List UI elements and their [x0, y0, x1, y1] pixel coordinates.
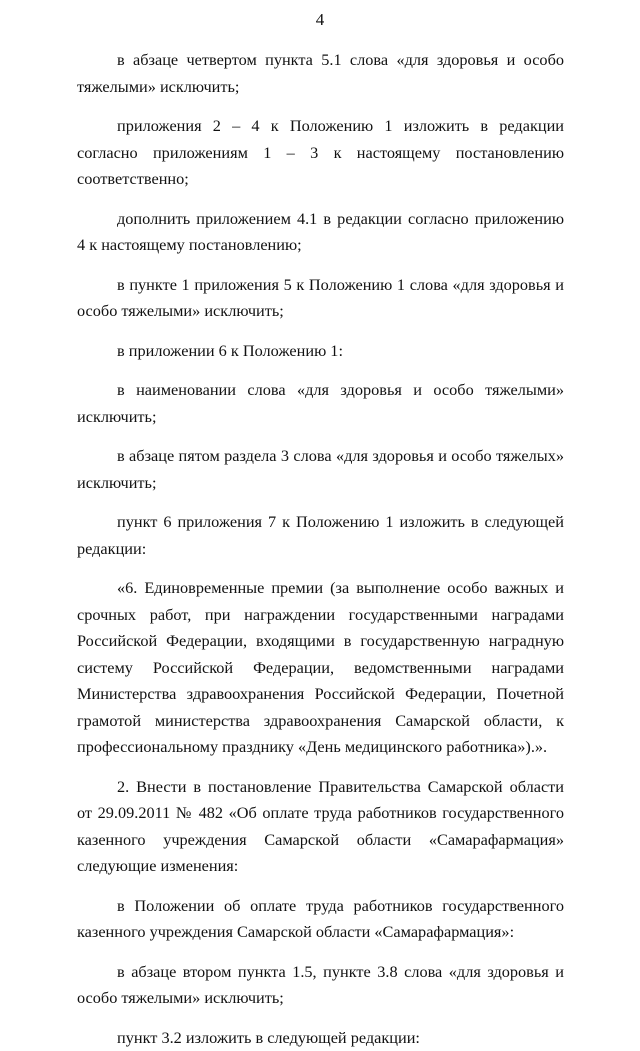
paragraph-4: в пункте 1 приложения 5 к Положению 1 слова «для здоровья и особо тяжелыми» исключить; [77, 272, 564, 325]
document-body [77, 47, 564, 1051]
paragraph-11: в Положении об оплате труда работников государственного казенного учреждения Самарской области «Самарафармация»: [77, 893, 564, 946]
paragraph-9: «6. Единовременные премии (за выполнение особо важных и срочных работ, при награждении государственными наградами Российской Федерации, входящими в государственную наградную систему Российской Федерации, ведомственными наградами Министерства здравоохранения Российской Федерации, Почетной грамотой министерства здравоохранения Самарской области, к профессиональному празднику «День медицинского работника»).». [77, 575, 564, 761]
paragraph-2: приложения 2 – 4 к Положению 1 изложить в редакции согласно приложениям 1 – 3 к настоящему постановлению соответственно; [77, 113, 564, 193]
paragraph-13: пункт 3.2 изложить в следующей редакции: [77, 1025, 564, 1051]
page-number: 4 [0, 10, 640, 30]
paragraph-7: в абзаце пятом раздела 3 слова «для здоровья и особо тяжелых» исключить; [77, 443, 564, 496]
paragraph-5: в приложении 6 к Положению 1: [77, 338, 564, 365]
paragraph-12: в абзаце втором пункта 1.5, пункте 3.8 слова «для здоровья и особо тяжелыми» исключить; [77, 959, 564, 1012]
paragraph-6: в наименовании слова «для здоровья и особо тяжелыми» исключить; [77, 377, 564, 430]
paragraph-1: в абзаце четвертом пункта 5.1 слова «для здоровья и особо тяжелыми» исключить; [77, 47, 564, 100]
paragraph-8: пункт 6 приложения 7 к Положению 1 изложить в следующей редакции: [77, 509, 564, 562]
paragraph-3: дополнить приложением 4.1 в редакции согласно приложению 4 к настоящему постановлению; [77, 206, 564, 259]
paragraph-10: 2. Внести в постановление Правительства Самарской области от 29.09.2011 № 482 «Об оплате труда работников государственного казенного учреждения Самарской области «Самарафармация» следующие изменения: [77, 774, 564, 880]
